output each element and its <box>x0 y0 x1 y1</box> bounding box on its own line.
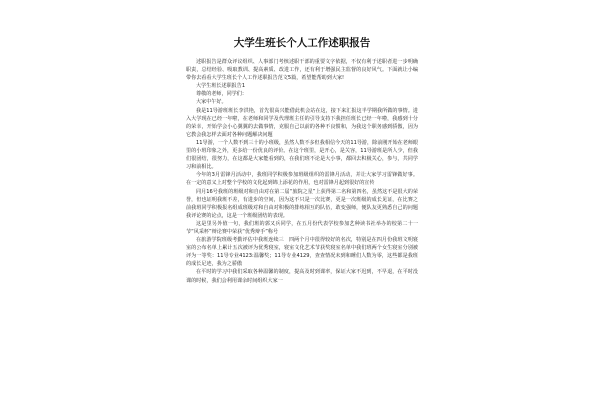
document-body <box>186 36 418 285</box>
paragraph: 尊敬的老师，同学们： <box>196 91 247 98</box>
paragraph: 大家中午好。 <box>196 99 227 106</box>
document-title: 大学生班长个人工作述职报告 <box>233 37 371 49</box>
paragraph: 11导游，一个人数不到三十的小班级，虽然人数不多但我相信今天的11导游，除前刚开始在老师眼里的小班印象之外，更多给一份优良的评价。在这个班里，是开心，是关容，11导游班是所人少，但我们很团结，很努力，在这都是大家能看到的，在我们班不论是大小事，都回去积极关心，参与，共同学习和前相比。 <box>186 139 418 171</box>
paragraph: 在旅游学院班级考勤评估中我班连续三 四两个月中很得较好的名次，特别是在四月份我班文明寝室的公布名单上累计五次被评为优秀寝室，寝室文化艺术节获奖寝室名单中我们班两个女生寝室分别被评为一等奖：11导专业4123:温馨奖；11导专业4129，查查情况未到和睡们人数为零，这些都是我班的成长足迹，我为之骄傲 <box>186 237 418 268</box>
paragraph: 我是11导游班班长李洪艳，首先很高兴能借此机会站在这，接下来汇报这半学期我所做的事情。进入大学现在已经一年啦，在老师和同学及代理班主任的引导支持下我担任班长已经一年啦，我感到十分的荣幸，开始学会小心翼翼的去做事情，克服自己以前的各种不良惯和，为我这个职务感到骄傲，因为它教会我怎样去面对各种问题解决问题 <box>186 107 418 138</box>
paragraph: 今年的3月雷锋月活动中，我班同学积极参加班级组织的雷锋月活动，并让大家学习雷锋做好事。在一定的意义上对整个学校的文化起到锦上添花的作用，也对雷锋月起到很好的宣传 <box>186 172 418 187</box>
paragraph-list <box>186 58 418 285</box>
paragraph: 在平时的学习中我们采取各种温馨的制度，提高及时到课率，保证大家不迟到，不早退，在平时没课的时候，我们会利用课余时间组织大家一 <box>186 269 418 284</box>
paragraph: 大学生班长述职报告1 <box>196 83 246 90</box>
paragraph: 这是里另外值一句，我们班的郭又兵同学，在五月份代表学校参加艺种读书社举办的校第二十一节“风采杯”辩论赛中荣获“优秀辩手”称号 <box>186 220 418 235</box>
paragraph: 同月16号我班的班级对和自由对在第二届“旅院之星”上获得第二名和第四名，虽然这不是很大的荣誉，但也证明我班不差，有进步的空间，因为这不只是一次比赛，更是一次班级的成长见证，在比赛之前我班同学积极报名组成班级对和自由对积极的排练相互的队伍，敢变强师，便队友更熟悉自己的问题我评论赛的论点，这是一个班级团结的表现。 <box>186 188 418 219</box>
paragraph: 述职报告是群众评议组织、人事部门考核述职干部的重要文字依据，不仅有利于述职者进一步明确职责，总结经验、吸取教训、提高素质、改进工作，还有利于增强民主监督的良好风气。下面就让小编带你去看看大学生班长个人工作述职报告范文5篇，希望能帮助到大家! <box>186 59 418 82</box>
